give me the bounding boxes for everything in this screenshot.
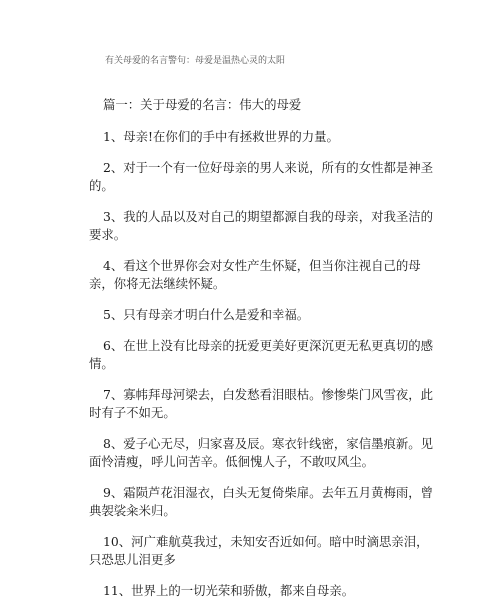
quote-paragraph: 9、霜陨芦花泪湿衣，白头无复倚柴扉。去年五月黄梅雨，曾典袈裟籴米归。 (89, 485, 434, 518)
quote-paragraph: 8、爱子心无尽，归家喜及辰。寒衣针线密，家信墨痕新。见面怜清瘦，呼儿问苦辛。低徊愧人子，不敢叹风尘。 (89, 436, 434, 469)
quote-paragraph: 2、对于一个有一位好母亲的男人来说，所有的女性都是神圣的。 (89, 160, 434, 193)
quote-paragraph: 6、在世上没有比母亲的抚爱更美好更深沉更无私更真切的感情。 (89, 338, 434, 371)
quote-paragraph: 10、河广难航莫我过，未知安否近如何。暗中时滴思亲泪，只恐思儿泪更多 (89, 534, 429, 567)
document-body (89, 96, 439, 613)
document-header: 有关母爱的名言警句：母爱是温热心灵的太阳 (105, 56, 286, 66)
section-title: 篇一：关于母爱的名言：伟大的母爱 (103, 97, 302, 112)
quote-paragraph: 1、母亲!在你们的手中有拯救世界的力量。 (103, 129, 339, 144)
quote-paragraph: 7、寡帏拜母河梁去，白发愁看泪眼枯。惨惨柴门风雪夜，此时有子不如无。 (89, 387, 434, 420)
quote-paragraph: 3、我的人品以及对自己的期望都源自我的母亲，对我圣洁的要求。 (89, 209, 434, 242)
quote-paragraph: 11、世界上的一切光荣和骄傲，都来自母亲。 (103, 583, 355, 598)
quote-paragraph: 4、看这个世界你会对女性产生怀疑，但当你注视自己的母亲，你将无法继续怀疑。 (89, 258, 421, 291)
quote-paragraph: 5、只有母亲才明白什么是爱和幸福。 (103, 307, 310, 322)
